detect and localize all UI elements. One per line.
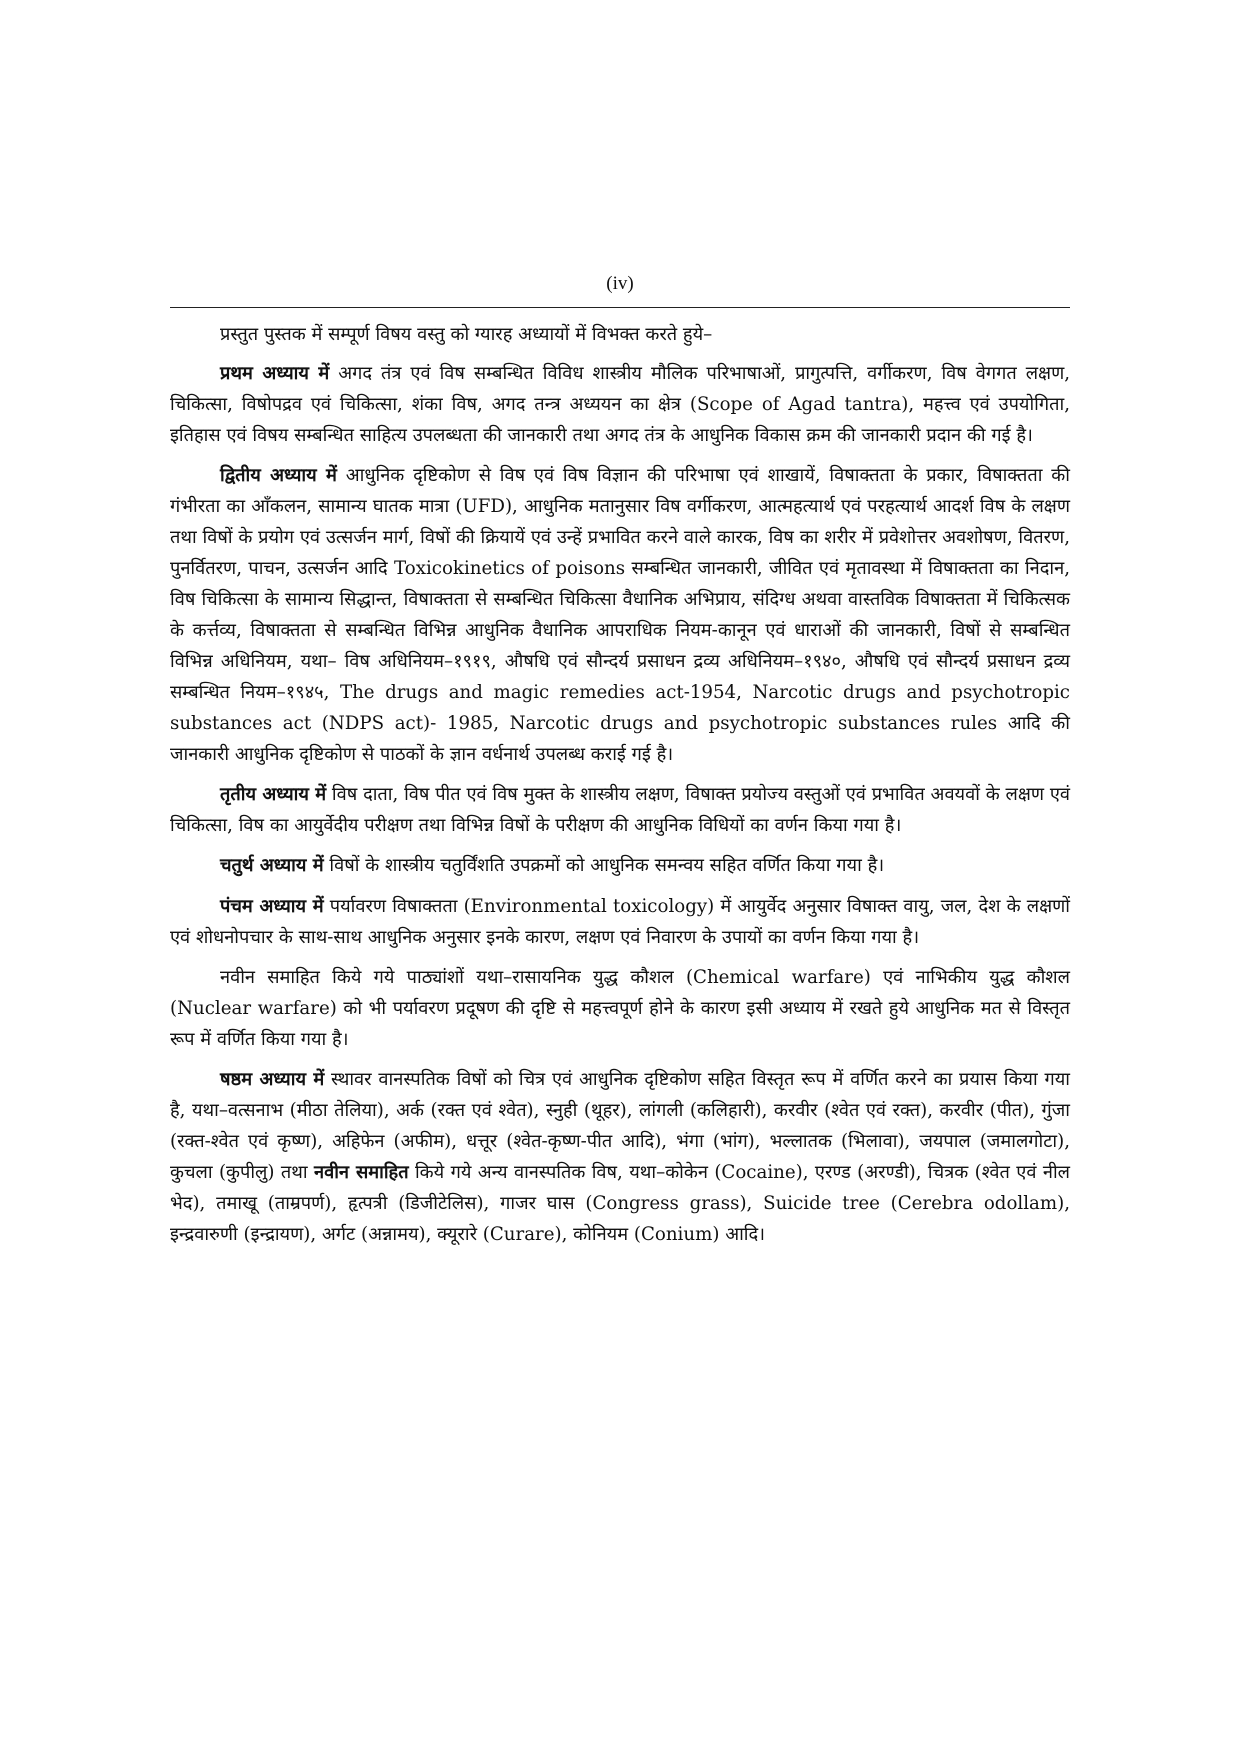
chapter-6-heading: षष्ठम अध्याय में bbox=[220, 1069, 325, 1090]
chapter-6-bold-phrase: नवीन समाहित bbox=[313, 1162, 409, 1183]
chapter-2-paragraph bbox=[170, 460, 1070, 770]
page-number: (iv) bbox=[606, 273, 634, 294]
chapter-3-text: विष दाता, विष पीत एवं विष मुक्त के शास्त्रीय लक्षण, विषाक्त प्रयोज्य वस्तुओं एवं प्रभावित अवयवों के लक्षण एवं चिकित्सा, विष का आयुर्वेदीय परीक्षण तथा विभिन्न विषों के परीक्षण की आधुनिक विधियों का वर्णन किया गया है। bbox=[170, 784, 1070, 836]
chapter-1-paragraph bbox=[170, 358, 1070, 451]
chapter-6-text-a: स्थावर वानस्पतिक विषों को चित्र एवं आधुनिक दृष्टिकोण सहित विस्तृत रूप में वर्णित करने का प्रयास किया गया है, यथा–वत्सनाभ (मीठा तेलिया), अर्क (रक्त एवं श्वेत), स्नुही (थूहर), लांगली (कलिहारी), करवीर (श्वेत एवं रक्त), करवीर (पीत), गुंजा (रक्त-श्वेत एवं कृष्ण), अहिफेन (अफीम), धत्तूर (श्वेत-कृष्ण-पीत आदि), भंगा (भांग), भल्लातक (भिलावा), जयपाल (जमालगोटा), कुचला (कुपीलु) तथा bbox=[170, 1069, 1070, 1183]
body-text bbox=[170, 319, 1070, 1259]
chapter-4-heading: चतुर्थ अध्याय में bbox=[220, 855, 324, 876]
chapter-5-paragraph bbox=[170, 891, 1070, 953]
chapter-2-heading: द्वितीय अध्याय में bbox=[220, 465, 337, 486]
chapter-2-text: आधुनिक दृष्टिकोण से विष एवं विष विज्ञान की परिभाषा एवं शाखायें, विषाक्तता के प्रकार, विषाक्तता की गंभीरता का आँकलन, सामान्य घातक मात्रा (UFD), आधुनिक मतानुसार विष वर्गीकरण, आत्महत्यार्थ एवं परहत्यार्थ आदर्श विष के लक्षण तथा विषों के प्रयोग एवं उत्सर्जन मार्ग, विषों की क्रियायें एवं उन्हें प्रभावित करने वाले कारक, विष का शरीर में प्रवेशोत्तर अवशोषण, वितरण, पुनर्वितरण, पाचन, उत्सर्जन आदि Toxicokinetics of poisons सम्बन्धित जानकारी, जीवित एवं मृतावस्था में विषाक्तता का निदान, विष चिकित्सा के सामान्य सिद्धान्त, विषाक्तता से सम्बन्धित चिकित्सा वैधानिक अभिप्राय, संदिग्ध अथवा वास्तविक विषाक्तता में चिकित्सक के कर्त्तव्य, विषाक्तता से सम्बन्धित विभिन्न आधुनिक वैधानिक आपराधिक नियम-कानून एवं धाराओं की जानकारी, विषों से सम्बन्धित विभिन्न अधिनियम, यथा– विष अधिनियम–१९१९, औषधि एवं सौन्दर्य प्रसाधन द्रव्य अधिनियम–१९४०, औषधि एवं सौन्दर्य प्रसाधन द्रव्य सम्बन्धित नियम–१९४५, The drugs and magic remedies act-1954, Narcotic drugs and psychotropic substances act (NDPS act)- 1985, Narcotic drugs and psychotropic substances rules आदि की जानकारी आधुनिक दृष्टिकोण से पाठकों के ज्ञान वर्धनार्थ उपलब्ध कराई गई है। bbox=[170, 465, 1070, 765]
chapter-5-addendum-paragraph: नवीन समाहित किये गये पाठ्यांशों यथा–रासायनिक युद्ध कौशल (Chemical warfare) एवं नाभिकीय युद्ध कौशल (Nuclear warfare) को भी पर्यावरण प्रदूषण की दृष्टि से महत्त्वपूर्ण होने के कारण इसी अध्याय में रखते हुये आधुनिक मत से विस्तृत रूप में वर्णित किया गया है। bbox=[170, 967, 1070, 1050]
chapter-5-heading: पंचम अध्याय में bbox=[220, 896, 324, 917]
header-rule bbox=[170, 307, 1070, 308]
chapter-6-paragraph bbox=[170, 1064, 1070, 1250]
chapter-4-text: विषों के शास्त्रीय चतुर्विंशति उपक्रमों को आधुनिक समन्वय सहित वर्णित किया गया है। bbox=[323, 855, 885, 876]
chapter-6-text-b: किये गये अन्य वानस्पतिक विष, यथा–कोकेन (Cocaine), एरण्ड (अरण्डी), चित्रक (श्वेत एवं नील भेद), तमाखू (ताम्रपर्ण), हृत्पत्री (डिजीटेलिस), गाजर घास (Congress grass), Suicide tree (Cerebra odollam), इन्द्रवारुणी (इन्द्रायण), अर्गट (अन्नामय), क्यूरारे (Curare), कोनियम (Conium) आदि। bbox=[170, 1162, 1070, 1245]
chapter-1-heading: प्रथम अध्याय में bbox=[220, 363, 330, 384]
chapter-1-text: अगद तंत्र एवं विष सम्बन्धित विविध शास्त्रीय मौलिक परिभाषाओं, प्रागुत्पत्ति, वर्गीकरण, विष वेगगत लक्षण, चिकित्सा, विषोपद्रव एवं चिकित्सा, शंका विष, अगद तन्त्र अध्ययन का क्षेत्र (Scope of Agad tantra), महत्त्व एवं उपयोगिता, इतिहास एवं विषय सम्बन्धित साहित्य उपलब्धता की जानकारी तथा अगद तंत्र के आधुनिक विकास क्रम की जानकारी प्रदान की गई है। bbox=[170, 363, 1070, 446]
intro-paragraph: प्रस्तुत पुस्तक में सम्पूर्ण विषय वस्तु को ग्यारह अध्यायों में विभक्त करते हुये– bbox=[220, 324, 713, 345]
chapter-5-text: पर्यावरण विषाक्तता (Environmental toxicology) में आयुर्वेद अनुसार विषाक्त वायु, जल, देश के लक्षणों एवं शोधनोपचार के साथ-साथ आधुनिक अनुसार इनके कारण, लक्षण एवं निवारण के उपायों का वर्णन किया गया है। bbox=[170, 896, 1070, 948]
chapter-4-paragraph bbox=[170, 850, 1070, 881]
chapter-3-paragraph bbox=[170, 779, 1070, 841]
chapter-3-heading: तृतीय अध्याय में bbox=[220, 784, 327, 805]
